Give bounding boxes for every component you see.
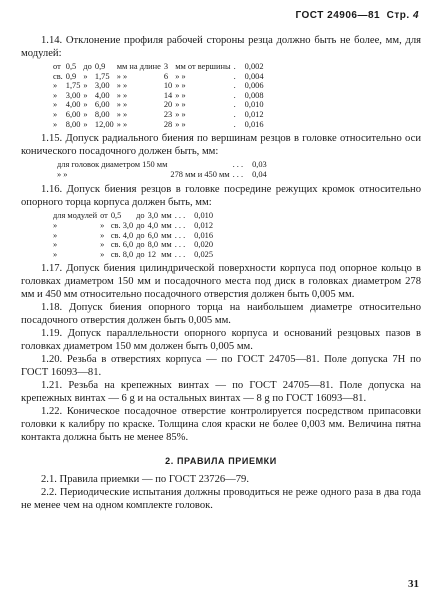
table-cell: 3,00 [65, 90, 81, 100]
page-header [295, 10, 419, 21]
table-cell: 0,9 [94, 62, 106, 71]
table-row [53, 250, 216, 260]
table-cell: для головок диаметром 150 мм [57, 160, 168, 170]
paragraph-1-17: 1.17. Допуск биения цилиндрической поверхности корпуса под опорное кольцо в головках диаметром 150 мм и посадочного места под диск в головках диаметром 278 мм и 450 мм относительно посадочного отверстия должен быть 0,005 мм. [21, 263, 421, 301]
table-cell: » » [116, 119, 128, 129]
table-cell: » [83, 90, 88, 100]
table-row [53, 81, 267, 91]
table-cell: 8,00 [65, 119, 81, 129]
table-cell: » [100, 240, 105, 250]
table-row [53, 221, 216, 231]
document-body [21, 34, 421, 512]
table-cell: » » [116, 90, 128, 100]
table-cell: » » [116, 109, 128, 119]
table-cell: » » [116, 100, 128, 110]
header-standard: ГОСТ 24906—81 [295, 10, 381, 21]
table-cell: до [136, 220, 145, 230]
table-cell: 0,025 [194, 249, 214, 259]
table-cell: 0,5 [110, 211, 122, 221]
table-cell: » [53, 81, 58, 91]
paragraph-1-22: 1.22. Коническое посадочное отверстие контролируется посредством припасовки головки к калибру по краске. Толщина слоя краски не более 0,003 мм. Величина пятна контакта должна быть не менее 85%. [21, 406, 421, 444]
table-row [53, 211, 216, 221]
table-row [53, 231, 216, 241]
table-cell: св. [53, 71, 63, 81]
table-cell: . . . [232, 160, 244, 170]
table-cell: мм [161, 240, 172, 250]
table-cell: до [83, 62, 92, 71]
paragraph-1-16: 1.16. Допуск биения резцов в головке посредине режущих кромок относительно опорного торца корпуса должен быть, мм: [21, 184, 421, 209]
table-cell: » » [175, 81, 186, 91]
table-radial-runout [57, 160, 270, 179]
table-cell: . . . [174, 249, 186, 259]
table-cell: » [83, 119, 88, 129]
table-cell: » [100, 220, 105, 230]
table-cell: . [233, 90, 236, 100]
table-cell: св. 6,0 [110, 240, 134, 250]
table-cell: 0,010 [194, 211, 214, 221]
table-cell: 0,016 [194, 230, 214, 240]
table-cell: » [53, 220, 58, 230]
table-cell: мм [161, 220, 172, 230]
table-cell: » [53, 119, 58, 129]
table-cutter-runout [53, 211, 216, 259]
table-profile-deviation [53, 62, 267, 129]
header-page-label: Стр. [386, 10, 410, 21]
table-cell: мм [161, 230, 172, 240]
table-cell: св. 3,0 [110, 220, 134, 230]
table-row [57, 160, 270, 170]
table-cell: 0,020 [194, 240, 214, 250]
table-cell: 0,008 [244, 90, 264, 100]
table-cell: 0,006 [244, 81, 264, 91]
table-cell: » » [57, 169, 68, 179]
table-cell: » » [116, 71, 128, 81]
table-row [53, 120, 267, 130]
table-row [53, 62, 267, 72]
table-row [53, 110, 267, 120]
table-cell: 12,00 [94, 119, 114, 129]
table-cell: 14 [163, 90, 173, 100]
table-cell: » [100, 230, 105, 240]
table-cell: » [53, 90, 58, 100]
table-cell: св. 4,0 [110, 230, 134, 240]
table-cell: до [136, 211, 145, 221]
table-cell: » [53, 100, 58, 110]
paragraph-2-1: 2.1. Правила приемки — по ГОСТ 23726—79. [41, 474, 250, 486]
paragraph-1-19: 1.19. Допуск параллельности опорного корпуса и оснований резцовых пазов в головках диаметром 150 мм должен быть 0,005 мм. [21, 328, 421, 353]
table-row [53, 91, 267, 101]
table-cell: 12 [147, 249, 156, 259]
table-cell: . . . [232, 169, 244, 179]
page-number: 31 [408, 578, 419, 590]
table-cell: от [53, 62, 61, 71]
table-cell: 0,002 [244, 62, 264, 71]
table-cell: 4,0 [147, 220, 159, 230]
table-cell: мм на длине [116, 62, 161, 71]
table-cell: до [136, 230, 145, 240]
header-page-number: 4 [412, 10, 419, 21]
table-row [57, 170, 270, 180]
table-cell: 10 [163, 81, 173, 91]
table-cell: 1,75 [94, 71, 110, 81]
table-cell: » [53, 230, 58, 240]
table-cell: 8,0 [147, 240, 159, 250]
table-cell: . . . [174, 230, 186, 240]
table-row [53, 100, 267, 110]
table-cell: » [53, 249, 58, 259]
table-cell: 0,5 [65, 62, 77, 71]
table-cell: 6 [163, 71, 169, 81]
table-cell: . [233, 100, 236, 110]
table-cell: 0,04 [252, 169, 267, 179]
table-cell: » » [175, 100, 186, 110]
table-cell: 23 [163, 109, 173, 119]
paragraph-1-15: 1.15. Допуск радиального биения по вершинам резцов в головке относительно оси конического посадочного должен быть, мм: [21, 133, 421, 158]
table-cell: 0,004 [244, 71, 264, 81]
table-cell: 4,00 [94, 90, 110, 100]
table-cell: 0,03 [252, 160, 267, 170]
table-cell: » [83, 71, 88, 81]
table-cell: » [83, 81, 88, 91]
table-cell: » [53, 109, 58, 119]
table-cell: . [233, 81, 236, 91]
table-cell: мм от вершины [175, 62, 231, 71]
table-row [53, 240, 216, 250]
table-row [53, 72, 267, 82]
table-cell: 0,010 [244, 100, 264, 110]
table-cell: 8,00 [94, 109, 110, 119]
table-cell: мм [161, 249, 172, 259]
table-cell: » [83, 100, 88, 110]
table-cell: » [53, 240, 58, 250]
table-cell: » » [175, 90, 186, 100]
table-cell: 1,75 [65, 81, 81, 91]
table-cell: . . . [174, 211, 186, 221]
paragraph-1-21: 1.21. Резьба на крепежных винтах — по ГОСТ 24705—81. Поле допуска на крепежных винтах — 6 g и на остальных винтах — 8 g по ГОСТ 16093—81. [21, 380, 421, 405]
table-cell: » » [175, 119, 186, 129]
table-cell: св. 8,0 [110, 249, 134, 259]
table-cell: . . . [174, 220, 186, 230]
table-cell: . [233, 71, 236, 81]
table-cell: 28 [163, 119, 173, 129]
table-cell: 4,00 [65, 100, 81, 110]
table-cell: 278 мм и 450 мм [170, 169, 230, 179]
table-cell: 3,00 [94, 81, 110, 91]
section-heading-acceptance-rules: 2. ПРАВИЛА ПРИЕМКИ [165, 456, 277, 467]
table-cell: 3 [163, 62, 169, 71]
table-cell: для модулей [53, 211, 98, 221]
paragraph-1-14: 1.14. Отклонение профиля рабочей стороны резца должно быть не более, мм, для модулей: [21, 35, 421, 59]
paragraph-1-20: 1.20. Резьба в отверстиях корпуса — по ГОСТ 24705—81. Поле допуска 7Н по ГОСТ 16093—81. [21, 354, 421, 379]
table-cell: 20 [163, 100, 173, 110]
table-cell: 0,9 [65, 71, 77, 81]
table-cell: » » [175, 71, 186, 81]
table-cell: 3,0 [147, 211, 159, 221]
table-cell: до [136, 249, 145, 259]
table-cell: . [233, 119, 236, 129]
table-cell: » » [175, 109, 186, 119]
paragraph-1-18: 1.18. Допуск биения опорного торца на наибольшем диаметре относительно посадочного отверстия должен быть 0,005 мм. [21, 302, 421, 327]
table-cell: 6,00 [94, 100, 110, 110]
table-cell: . [233, 62, 236, 71]
table-cell: » [83, 109, 88, 119]
table-cell: » [100, 249, 105, 259]
table-cell: 0,016 [244, 119, 264, 129]
table-cell: 0,012 [194, 220, 214, 230]
table-cell: мм [161, 211, 172, 221]
table-cell: . . . [174, 240, 186, 250]
paragraph-2-2: 2.2. Периодические испытания должны проводиться не реже одного раза в два года не менее чем на одном комплекте головок. [21, 487, 421, 512]
table-cell: » » [116, 81, 128, 91]
table-cell: 0,012 [244, 109, 264, 119]
table-cell: от [100, 211, 108, 221]
table-cell: 6,00 [65, 109, 81, 119]
table-cell [170, 160, 232, 170]
table-cell: . [233, 109, 236, 119]
table-cell: 6,0 [147, 230, 159, 240]
table-cell: до [136, 240, 145, 250]
